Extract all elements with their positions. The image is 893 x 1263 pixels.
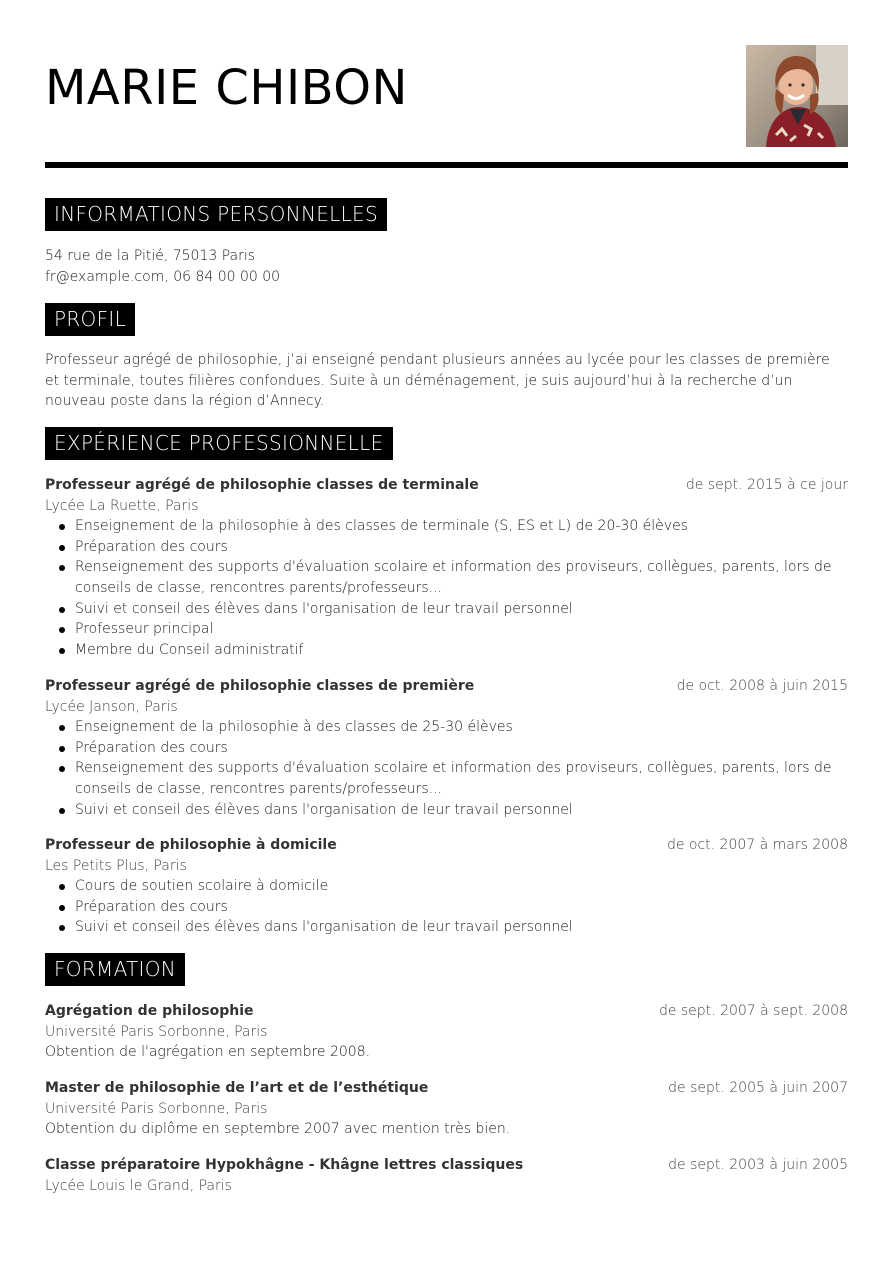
entry-date: de oct. 2008 à juin 2015 (676, 678, 848, 694)
list-item: Préparation des cours (75, 738, 848, 759)
entry-place: Lycée Janson, Paris (45, 698, 178, 715)
experience-entry (45, 835, 848, 938)
entry-date: de oct. 2007 à mars 2008 (666, 837, 848, 853)
education-entry (45, 1078, 848, 1140)
entry-date: de sept. 2003 à juin 2005 (668, 1157, 848, 1173)
portrait-image (746, 45, 848, 147)
list-item: Enseignement de la philosophie à des classes de terminale (S, ES et L) de 20-30 élèves (75, 516, 848, 537)
list-item: Suivi et conseil des élèves dans l'organisation de leur travail personnel (75, 917, 848, 938)
entry-place: Lycée La Ruette, Paris (45, 497, 199, 514)
contact-text: fr@example.com, 06 84 00 00 00 (45, 269, 281, 285)
entry-title: Professeur de philosophie à domicile (45, 837, 337, 853)
education-entry (45, 1155, 848, 1196)
entry-bullets (45, 717, 848, 820)
entry-description: Obtention du diplôme en septembre 2007 avec mention très bien. (45, 1121, 511, 1138)
entry-title: Agrégation de philosophie (45, 1003, 254, 1019)
education-entry (45, 1001, 848, 1063)
section-title-experience: EXPÉRIENCE PROFESSIONNELLE (45, 427, 393, 460)
header-divider (45, 162, 848, 168)
entry-place: Université Paris Sorbonne, Paris (45, 1023, 268, 1040)
entry-date: de sept. 2015 à ce jour (685, 477, 848, 493)
address-text: 54 rue de la Pitié, 75013 Paris (45, 248, 256, 264)
entry-title: Professeur agrégé de philosophie classes de terminale (45, 477, 479, 493)
entry-date: de sept. 2007 à sept. 2008 (658, 1003, 848, 1019)
entry-place: Lycée Louis le Grand, Paris (45, 1177, 232, 1194)
entry-date: de sept. 2005 à juin 2007 (668, 1080, 848, 1096)
entry-bullets (45, 876, 848, 938)
profile-photo (746, 45, 848, 147)
section-title-education: FORMATION (45, 953, 185, 986)
entry-title: Classe préparatoire Hypokhâgne - Khâgne lettres classiques (45, 1157, 524, 1173)
list-item: Renseignement des supports d'évaluation scolaire et information des proviseurs, collègues, parents, lors de conseils de classe, rencontres parents/professeurs... (75, 758, 848, 799)
list-item: Suivi et conseil des élèves dans l'organisation de leur travail personnel (75, 599, 848, 620)
entry-title: Master de philosophie de l’art et de l’esthétique (45, 1080, 429, 1096)
entry-place: Université Paris Sorbonne, Paris (45, 1100, 268, 1117)
section-title-personal: INFORMATIONS PERSONNELLES (45, 198, 387, 231)
section-title-profile: PROFIL (45, 303, 135, 336)
list-item: Préparation des cours (75, 537, 848, 558)
profile-text: Professeur agrégé de philosophie, j’ai enseigné pendant plusieurs années au lycée pour les classes de première et terminale, toutes filières confondues. Suite à un déménagement, je suis aujourd’hui à la recherche d’un nouveau poste dans la région d’Annecy. (45, 352, 830, 410)
list-item: Enseignement de la philosophie à des classes de 25-30 élèves (75, 717, 848, 738)
experience-entry (45, 475, 848, 660)
entry-place: Les Petits Plus, Paris (45, 857, 187, 874)
list-item: Professeur principal (75, 619, 848, 640)
list-item: Renseignement des supports d'évaluation scolaire et information des proviseurs, collègues, parents, lors de conseils de classe, rencontres parents/professeurs... (75, 557, 848, 598)
experience-entry (45, 676, 848, 820)
list-item: Membre du Conseil administratif (75, 640, 848, 661)
list-item: Préparation des cours (75, 897, 848, 918)
list-item: Cours de soutien scolaire à domicile (75, 876, 848, 897)
entry-title: Professeur agrégé de philosophie classes de première (45, 678, 475, 694)
list-item: Suivi et conseil des élèves dans l'organisation de leur travail personnel (75, 800, 848, 821)
entry-bullets (45, 516, 848, 660)
entry-description: Obtention de l'agrégation en septembre 2008. (45, 1044, 371, 1061)
candidate-name: MARIE CHIBON (45, 60, 408, 116)
